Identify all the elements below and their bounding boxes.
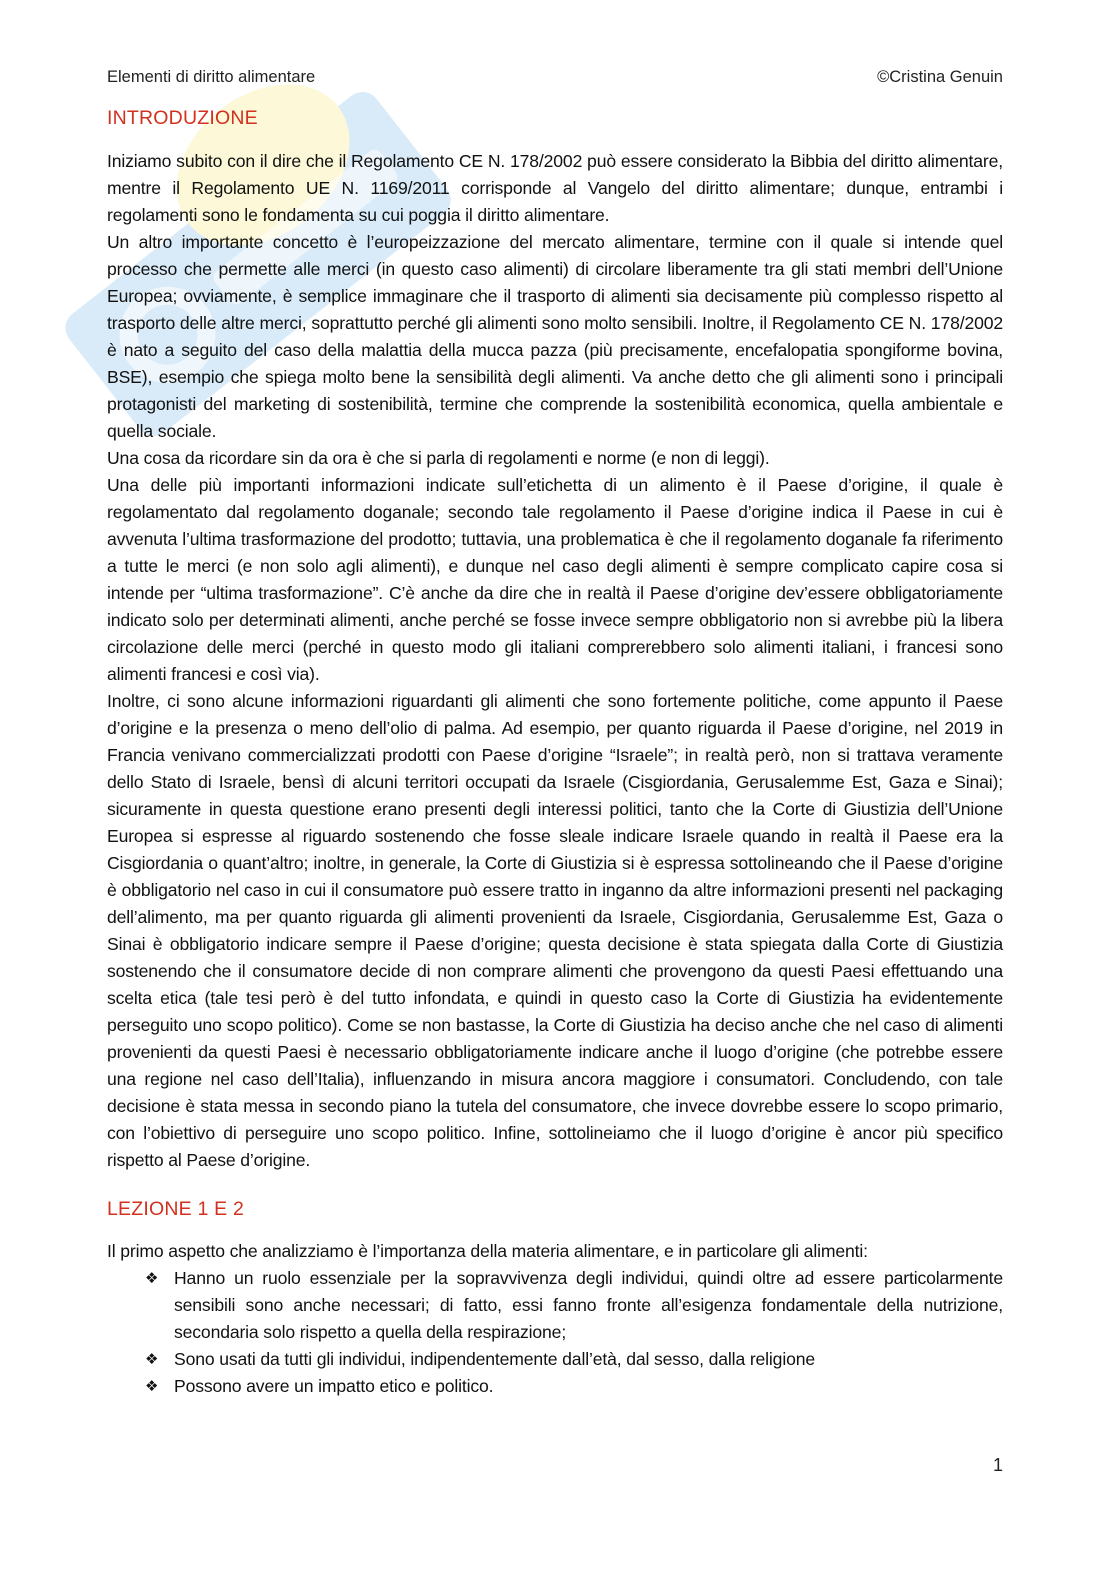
bullet-list [107, 1265, 1003, 1400]
section-title-introduzione: INTRODUZIONE [107, 107, 258, 129]
page-header [107, 68, 1003, 87]
list-item [145, 1346, 1003, 1373]
list-item-text: Possono avere un impatto etico e politico. [174, 1376, 494, 1396]
paragraph: Un altro importante concetto è l’europeizzazione del mercato alimentare, termine con il quale si intende quel processo che permette alle merci (in questo caso alimenti) di circolare liberamente tra gli stati membri dell’Unione Europea; ovviamente, è semplice immaginare che il trasporto di alimenti sia decisamente più complesso rispetto al trasporto delle altre merci, soprattutto perché gli alimenti sono molto sensibili. Inoltre, il Regolamento CE N. 178/2002 è nato a seguito del caso della malattia della mucca pazza (più precisamente, encefalopatia spongiforme bovina, BSE), esempio che spiega molto bene la sensibilità degli alimenti. Va anche detto che gli alimenti sono i principali protagonisti del marketing di sostenibilità, termine che comprende la sostenibilità economica, quella ambientale e quella sociale. [107, 232, 1003, 441]
diamond-bullet-icon: ❖ [145, 1377, 159, 1395]
page-number: 1 [992, 1455, 1003, 1475]
paragraph: Una cosa da ricordare sin da ora è che si parla di regolamenti e norme (e non di leggi). [107, 448, 770, 468]
list-item [145, 1373, 1003, 1400]
diamond-bullet-icon: ❖ [145, 1350, 159, 1368]
list-item-text: Sono usati da tutti gli individui, indipendentemente dall’età, dal sesso, dalla religione [174, 1349, 815, 1369]
section-title-lezione-1-e-2: LEZIONE 1 E 2 [107, 1198, 244, 1220]
document-author: ©Cristina Genuin [877, 68, 1003, 86]
paragraph-intro: Il primo aspetto che analizziamo è l’importanza della materia alimentare, e in particolare gli alimenti: [107, 1241, 868, 1261]
page-content [107, 107, 1003, 1400]
paragraph: Iniziamo subito con il dire che il Regolamento CE N. 178/2002 può essere considerato la Bibbia del diritto alimentare, mentre il Regolamento UE N. 1169/2011 corrisponde al Vangelo del diritto alimentare; dunque, entrambi i regolamenti sono le fondamenta su cui poggia il diritto alimentare. [107, 151, 1003, 225]
document-title: Elementi di diritto alimentare [107, 68, 316, 86]
list-item-text: Hanno un ruolo essenziale per la sopravvivenza degli individui, quindi oltre ad essere particolarmente sensibili sono anche necessari; di fatto, essi fanno fronte all’esigenza fondamentale della nutrizione, secondaria solo rispetto a quella della respirazione; [174, 1268, 1003, 1342]
paragraph: Una delle più importanti informazioni indicate sull’etichetta di un alimento è il Paese d’origine, il quale è regolamentato dal regolamento doganale; secondo tale regolamento il Paese d’origine indica il Paese in cui è avvenuta l’ultima trasformazione del prodotto; tuttavia, una problematica è che il regolamento doganale fa riferimento a tutte le merci (e non solo agli alimenti), e dunque nel caso degli alimenti è sempre complicato capire cosa si intende per “ultima trasformazione”. C’è anche da dire che in realtà il Paese d’origine dev’essere obbligatoriamente indicato solo per determinati alimenti, anche perché se fosse invece sempre obbligatorio non si avrebbe più la libera circolazione delle merci (perché in questo modo gli italiani comprerebbero solo alimenti italiani, i francesi sono alimenti francesi e così via). [107, 475, 1003, 684]
list-item [145, 1265, 1003, 1346]
paragraph: Inoltre, ci sono alcune informazioni riguardanti gli alimenti che sono fortemente politiche, come appunto il Paese d’origine e la presenza o meno dell’olio di palma. Ad esempio, per quanto riguarda il Paese d’origine, nel 2019 in Francia venivano commercializzati prodotti con Paese d’origine “Israele”; in realtà però, non si trattava veramente dello Stato di Israele, bensì di alcuni territori occupati da Israele (Cisgiordania, Gerusalemme Est, Gaza e Sinai); sicuramente in questa questione erano presenti degli interessi politici, tanto che la Corte di Giustizia dell’Unione Europea si espresse al riguardo sostenendo che fosse sleale indicare Israele quando in realtà il Paese era la Cisgiordania o quant’altro; inoltre, in generale, la Corte di Giustizia si è espressa sottolineando che il Paese d’origine è obbligatorio nel caso in cui il consumatore può essere tratto in inganno da altre informazioni presenti nel packaging dell’alimento, ma per quanto riguarda gli alimenti provenienti da Israele, Cisgiordania, Gerusalemme Est, Gaza o Sinai è obbligatorio indicare sempre il Paese d’origine; questa decisione è stata spiegata dalla Corte di Giustizia sostenendo che il consumatore decide di non comprare alimenti che provengono da questi Paesi effettuando una scelta etica (tale tesi però è del tutto infondata, e quindi in questo caso la Corte di Giustizia ha evidentemente perseguito uno scopo politico). Come se non bastasse, la Corte di Giustizia ha deciso anche che nel caso di alimenti provenienti da questi Paesi è necessario obbligatoriamente indicare anche il luogo d’origine (che potrebbe essere una regione nel caso dell’Italia), influenzando in misura ancora maggiore i consumatori. Concludendo, con tale decisione è stata messa in secondo piano la tutela del consumatore, che invece dovrebbe essere lo scopo primario, con l’obiettivo di perseguire uno scopo politico. Infine, sottolineiamo che il luogo d’origine è ancor più specifico rispetto al Paese d’origine. [107, 691, 1003, 1170]
diamond-bullet-icon: ❖ [145, 1269, 159, 1287]
